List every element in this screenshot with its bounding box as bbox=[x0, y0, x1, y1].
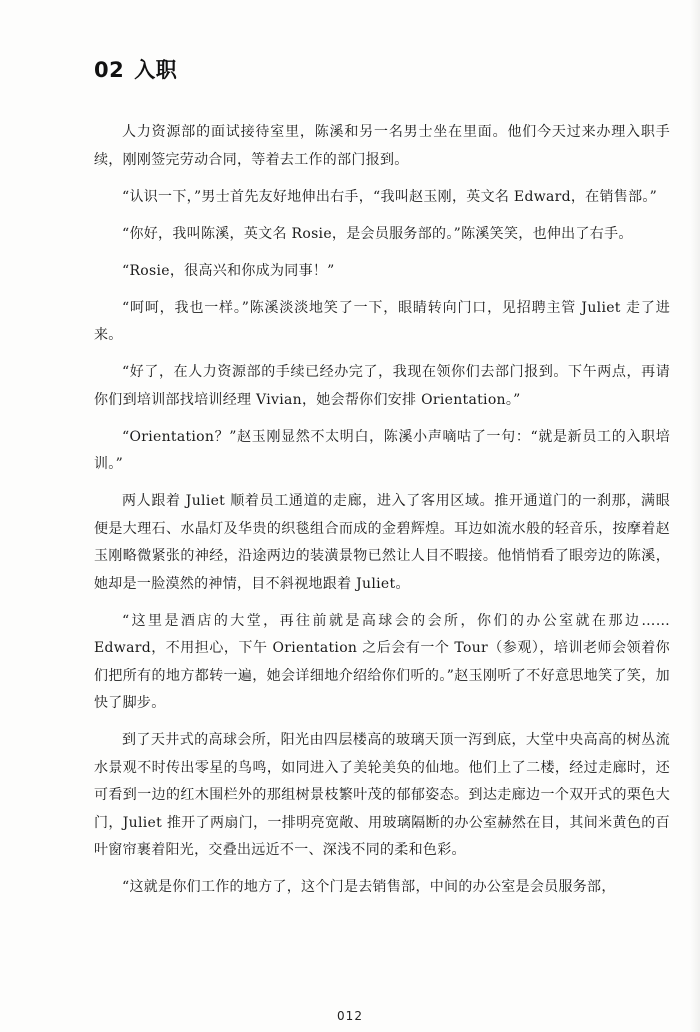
paragraph: “认识一下，”男士首先友好地伸出右手，“我叫赵玉刚，英文名 Edward，在销售部。” bbox=[122, 188, 658, 205]
page-number: 012 bbox=[337, 1009, 363, 1023]
paragraph: 到了天井式的高球会所，阳光由四层楼高的玻璃天顶一泻到底，大堂中央高高的树丛流水景观不时传出零星的鸟鸣，如同进入了美轮美奂的仙地。他们上了二楼，经过走廊时，还可看到一边的红木围栏外的那组树景枝繁叶茂的郁郁姿态。到达走廊边一个双开式的栗色大门，Juliet 推开了两扇门，一排明亮宽敞、用玻璃隔断的办公室赫然在目，其间米黄色的百叶窗帘裹着阳光，交叠出远近不一、深浅不同的柔和色彩。 bbox=[94, 732, 670, 858]
page-edge-shadow bbox=[690, 0, 700, 1032]
paragraph: “这就是你们工作的地方了，这个门是去销售部，中间的办公室是会员服务部， bbox=[122, 879, 616, 895]
chapter-number: 02 bbox=[94, 58, 125, 82]
chapter-title: 入职 bbox=[134, 58, 178, 82]
paragraph: “呵呵，我也一样。”陈溪淡淡地笑了一下，眼睛转向门口，见招聘主管 Juliet 走了进来。 bbox=[94, 299, 670, 343]
paragraph: “好了，在人力资源部的手续已经办完了，我现在领你们去部门报到。下午两点，再请你们到培训部找培训经理 Vivian，她会帮你们安排 Orientation。” bbox=[94, 364, 670, 408]
paragraph: “Rosie，很高兴和你成为同事！” bbox=[122, 262, 335, 279]
paragraph: “这里是酒店的大堂，再往前就是高球会的会所，你们的办公室就在那边……Edward，不用担心，下午 Orientation 之后会有一个 Tour（参观），培训老师会领着你们把所有的地方都转一遍，她会详细地介绍给你们听的。”赵玉刚听了不好意思地笑了笑，加快了脚步。 bbox=[94, 612, 670, 711]
body-text bbox=[94, 119, 670, 911]
paragraph: 两人跟着 Juliet 顺着员工通道的走廊，进入了客用区域。推开通道门的一刹那，满眼便是大理石、水晶灯及华贵的织毯组合而成的金碧辉煌。耳边如流水般的轻音乐，按摩着赵玉刚略微紧张的神经，沿途两边的装潢景物已然让人目不暇接。他悄悄看了眼旁边的陈溪，她却是一脸漠然的神情，目不斜视地跟着 Juliet。 bbox=[94, 493, 670, 592]
paragraph: “你好，我叫陈溪，英文名 Rosie，是会员服务部的。”陈溪笑笑，也伸出了右手。 bbox=[122, 225, 633, 242]
paragraph: 人力资源部的面试接待室里，陈溪和另一名男士坐在里面。他们今天过来办理入职手续，刚刚签完劳动合同，等着去工作的部门报到。 bbox=[94, 124, 670, 168]
paragraph: “Orientation？”赵玉刚显然不太明白，陈溪小声嘀咕了一句：“就是新员工的入职培训。” bbox=[94, 428, 670, 472]
chapter-heading bbox=[94, 54, 177, 84]
